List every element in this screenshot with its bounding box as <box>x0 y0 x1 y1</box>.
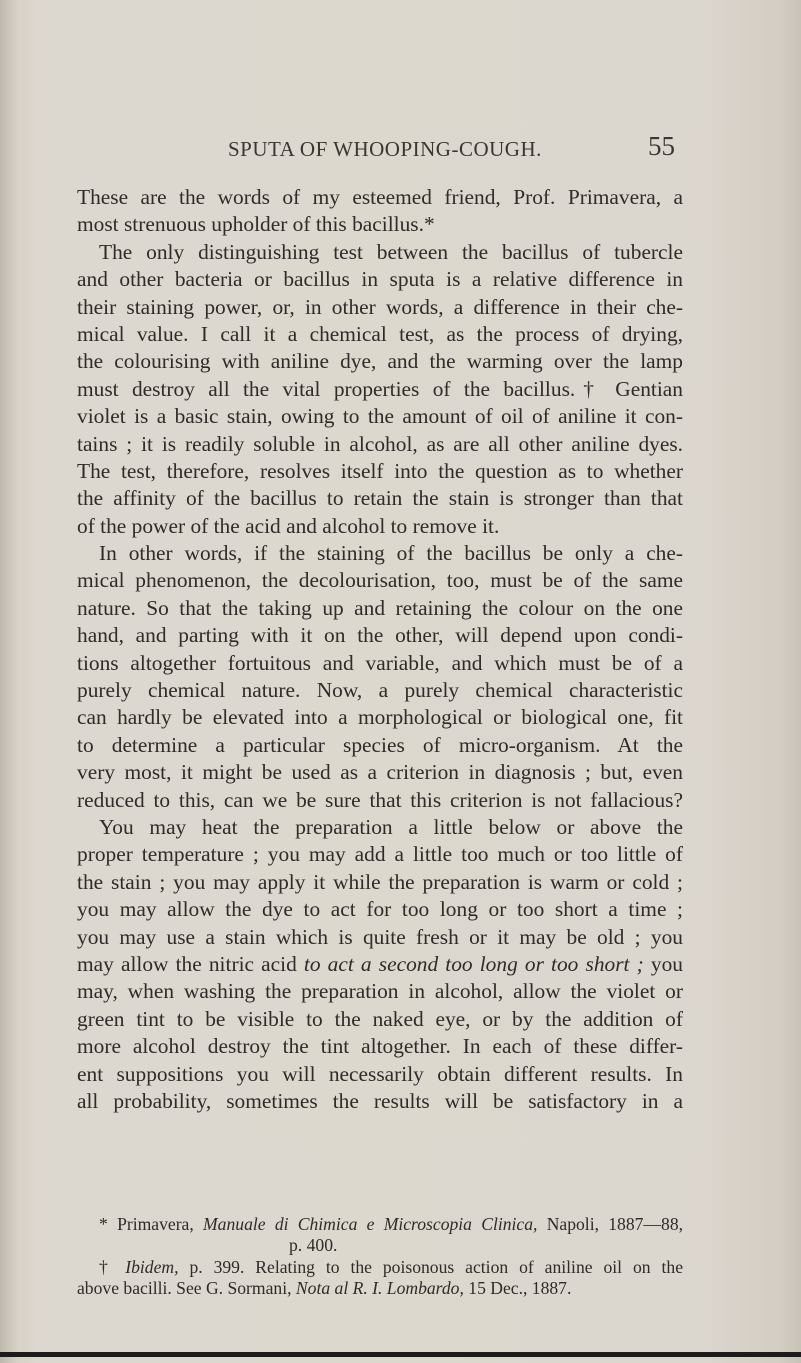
text-line: violet is a basic stain, owing to the amount of oil of aniline it con- <box>77 404 683 429</box>
text-line: purely chemical nature. Now, a purely chemical characteristic <box>77 678 683 703</box>
footnote-journal: Nota al R. I. Lombardo, <box>295 1278 464 1299</box>
footnote-text: above bacilli. See G. Sormani, <box>77 1278 292 1299</box>
text-line: the affinity of the bacillus to retain the stain is stronger than that <box>77 486 683 511</box>
text-line-mixed <box>77 951 683 978</box>
text-line: more alcohol destroy the tint altogether. In each of these differ- <box>77 1034 683 1059</box>
footnote-1-page: p. 400. <box>289 1235 338 1256</box>
footnote-2 <box>77 1257 683 1278</box>
text-line: may, when washing the preparation in alcohol, allow the violet or <box>77 979 683 1004</box>
text-line: reduced to this, can we be sure that this criterion is not fallacious? <box>77 787 683 812</box>
text-line: can hardly be elevated into a morphological or biological one, fit <box>77 705 683 730</box>
text-line: all probability, sometimes the results will be satisfactory in a <box>77 1088 683 1113</box>
footnote-marker: * <box>99 1214 108 1234</box>
bottom-edge-rule <box>0 1352 801 1357</box>
text-line: their staining power, or, in other words, a difference in their che- <box>77 294 683 319</box>
footnote-title: Manuale di Chimica e Microscopia Clinica, <box>203 1214 538 1234</box>
page-number: 55 <box>648 131 675 161</box>
text-line: You may heat the preparation a little below or above the <box>99 814 683 839</box>
body-text <box>77 184 683 1115</box>
text-line: proper temperature ; you may add a little too much or too little of <box>77 842 683 867</box>
text-line: These are the words of my esteemed friend, Prof. Primavera, a <box>77 185 683 209</box>
footnote-marker: † <box>99 1256 115 1277</box>
text-line: tains ; it is readily soluble in alcohol, as are all other aniline dyes. <box>77 431 683 456</box>
text-line: very most, it might be used as a criterion in diagnosis ; but, even <box>77 760 683 785</box>
text-line: must destroy all the vital properties of the bacillus.† Gentian <box>77 376 683 401</box>
text-line: the colourising with aniline dye, and the warming over the lamp <box>77 349 683 374</box>
text-line: green tint to be visible to the naked eye, or by the addition of <box>77 1006 683 1031</box>
footnotes <box>77 1214 683 1300</box>
text-line: mical phenomenon, the decolourisation, too, must be of the same <box>77 568 683 593</box>
italic-phrase: to act a second too long or too short ; <box>303 951 644 976</box>
text-segment: you <box>650 951 683 976</box>
footnote-author: Primavera, <box>117 1214 194 1234</box>
text-line: In other words, if the staining of the bacillus be only a che- <box>99 541 683 566</box>
footnote-2-continued <box>77 1278 683 1299</box>
text-line: most strenuous upholder of this bacillus.* <box>77 212 435 237</box>
text-line: ent suppositions you will necessarily obtain different results. In <box>77 1061 683 1086</box>
footnote-text: Napoli, 1887—88, <box>546 1214 684 1234</box>
text-line: tions altogether fortuitous and variable, and which must be of a <box>77 650 683 675</box>
footnote-1 <box>77 1214 683 1235</box>
text-segment: may allow the nitric acid <box>77 951 297 976</box>
text-line: nature. So that the taking up and retaining the colour on the one <box>77 595 683 620</box>
text-line: The test, therefore, resolves itself into the question as to whether <box>77 458 683 483</box>
running-head: SPUTA OF WHOOPING-COUGH. <box>228 137 542 161</box>
text-line: the stain ; you may apply it while the preparation is warm or cold ; <box>77 869 683 894</box>
text-line: mical value. I call it a chemical test, as the process of drying, <box>77 321 683 346</box>
text-line: and other bacteria or bacillus in sputa is a relative difference in <box>77 267 683 292</box>
footnote-ibid: Ibidem, <box>125 1256 179 1277</box>
text-line: of the power of the acid and alcohol to remove it. <box>77 513 500 538</box>
text-line: hand, and parting with it on the other, will depend upon condi- <box>77 623 683 648</box>
text-line: you may use a stain which is quite fresh or it may be old ; you <box>77 924 683 949</box>
footnote-text: p. 399. Relating to the poisonous action of aniline oil on the <box>189 1256 684 1277</box>
footnote-date: 15 Dec., 1887. <box>468 1278 572 1299</box>
text-line: The only distinguishing test between the bacillus of tubercle <box>99 239 683 264</box>
text-line: you may allow the dye to act for too long or too short a time ; <box>77 897 683 922</box>
text-line: to determine a particular species of micro-organism. At the <box>77 732 683 757</box>
